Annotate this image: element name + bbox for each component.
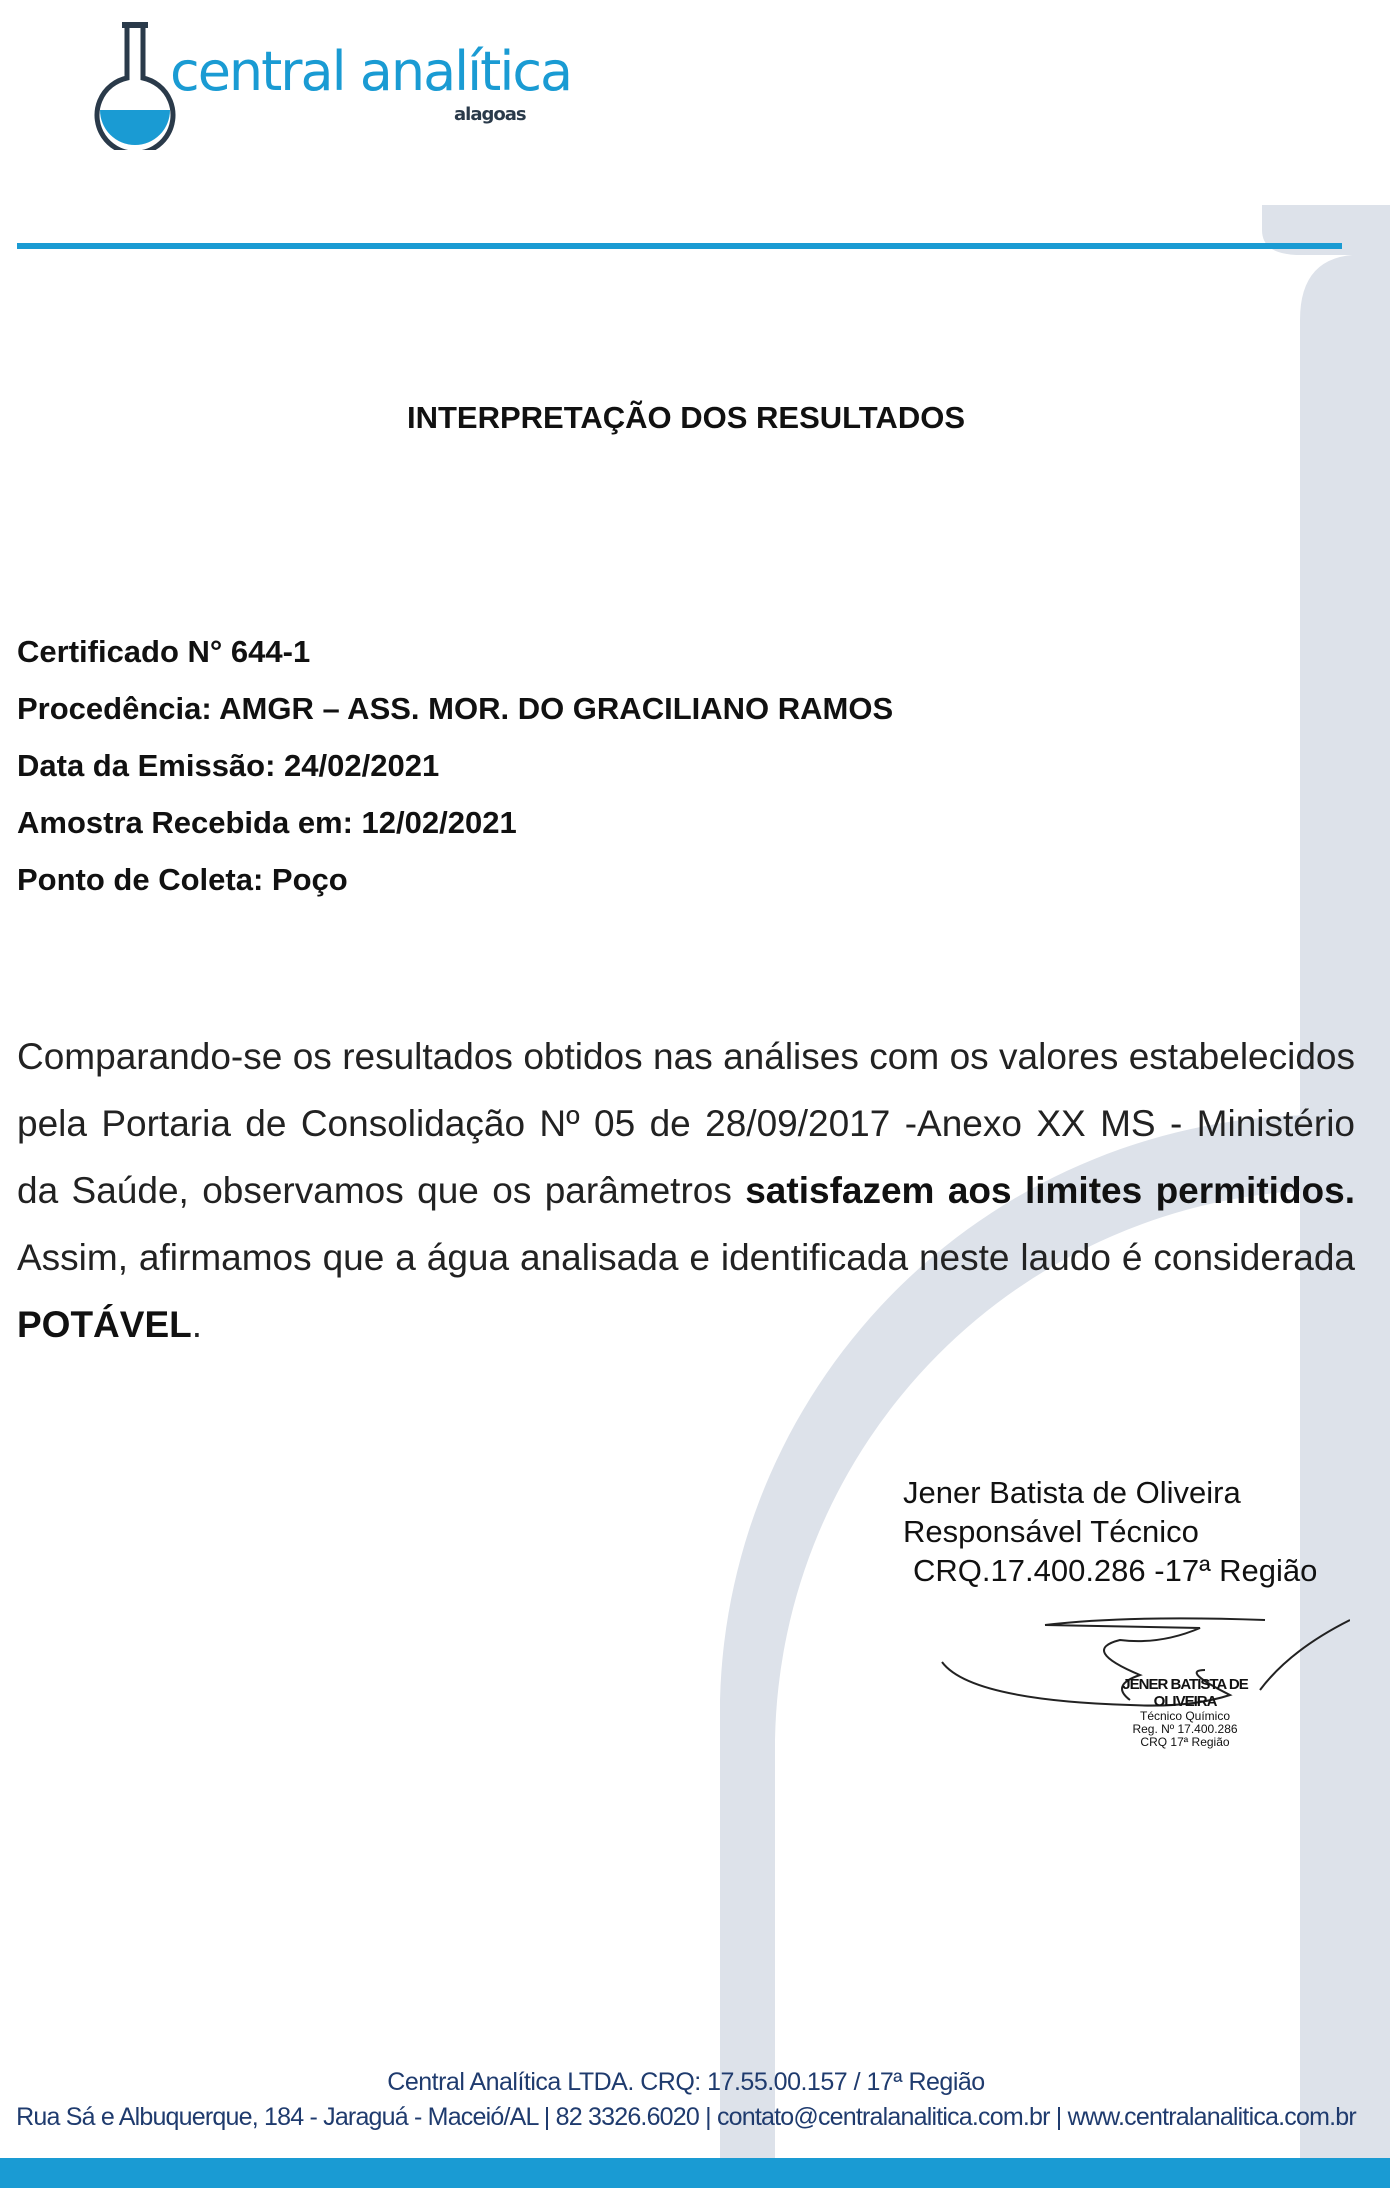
stamp-region: CRQ 17ª Região (1140, 1735, 1230, 1749)
signatory-crq: CRQ.17.400.286 -17ª Região (913, 1553, 1318, 1588)
certificate-number: Certificado N° 644-1 (17, 634, 311, 669)
stamp-name: JENER BATISTA DE OLIVEIRA (1122, 1676, 1248, 1710)
footer-company: Central Analítica LTDA. CRQ: 17.55.00.157 / 17ª Região (387, 2068, 985, 2096)
document-title: INTERPRETAÇÃO DOS RESULTADOS (406, 400, 965, 435)
logo-subtitle: alagoas (454, 104, 526, 125)
paragraph-text-1: Comparando-se os resultados obtidos nas análises com os valores estabelecidos pela Portaria de Consolidação Nº 05 de 28/09/2017 -Anexo XX MS - Ministério da Saúde, observamos que os parâmetros (17, 1036, 1355, 1211)
paragraph-bold-1: satisfazem aos limites permitidos. (745, 1170, 1355, 1211)
certificate-details (17, 630, 893, 915)
issue-date: Data da Emissão: 24/02/2021 (17, 748, 440, 783)
signature-stamp (1090, 1676, 1280, 1749)
sample-received-date: Amostra Recebida em: 12/02/2021 (17, 805, 517, 840)
interpretation-paragraph (17, 1023, 1355, 1358)
logo-wordmark: central analítica (170, 40, 572, 103)
signatory-role: Responsável Técnico (903, 1514, 1199, 1549)
header-divider (17, 243, 1342, 249)
signatory-name: Jener Batista de Oliveira (903, 1475, 1241, 1510)
footer-band (0, 2158, 1390, 2188)
stamp-title: Técnico Químico (1139, 1709, 1231, 1723)
paragraph-text-3: . (191, 1304, 203, 1345)
origin: Procedência: AMGR – ASS. MOR. DO GRACILIANO RAMOS (17, 691, 894, 726)
potable-verdict: POTÁVEL (17, 1304, 192, 1345)
paragraph-text-2: Assim, afirmamos que a água analisada e identificada neste laudo é considerada (17, 1237, 1355, 1278)
stamp-registration: Reg. Nº 17.400.286 (1132, 1722, 1238, 1736)
footer-contact: Rua Sá e Albuquerque, 184 - Jaraguá - Maceió/AL | 82 3326.6020 | contato@centralanalitica.com.br | www.centralanalitica.com.br (16, 2103, 1356, 2131)
collection-point: Ponto de Coleta: Poço (17, 862, 348, 897)
signatory-block (903, 1473, 1317, 1590)
